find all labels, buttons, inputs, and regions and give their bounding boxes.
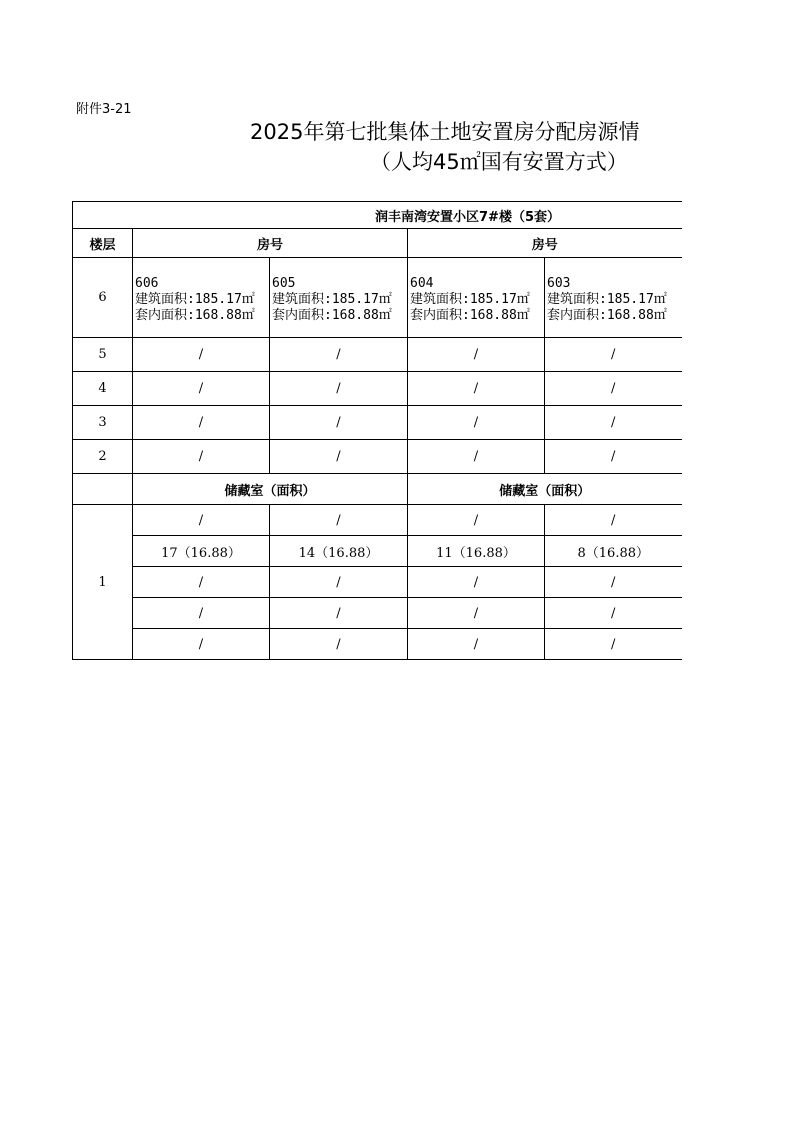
empty-cell: /	[270, 567, 408, 598]
col-header-room: 房号	[133, 229, 408, 258]
unit-build-area: 建筑面积:185.17㎡	[272, 292, 392, 307]
storage-header: 储藏室（面积）	[133, 474, 408, 505]
empty-cell: /	[408, 338, 545, 372]
empty-cell: /	[270, 406, 408, 440]
unit-cell	[270, 258, 408, 338]
empty-cell: /	[545, 598, 682, 629]
floor-label: 2	[73, 440, 133, 474]
table-row	[73, 406, 682, 440]
empty-cell: /	[270, 372, 408, 406]
col-header-floor: 楼层	[73, 229, 133, 258]
unit-build-area: 建筑面积:185.17㎡	[135, 292, 255, 307]
empty-cell: /	[545, 372, 682, 406]
storage-cell: 8（16.88）	[545, 536, 682, 567]
unit-cell	[133, 258, 270, 338]
empty-cell: /	[545, 629, 682, 660]
empty-cell: /	[408, 629, 545, 660]
table-row	[73, 598, 682, 629]
unit-inner-area: 套内面积:168.88㎡	[135, 308, 255, 323]
empty-cell: /	[133, 338, 270, 372]
empty-cell: /	[270, 629, 408, 660]
empty-cell: /	[133, 567, 270, 598]
table-row	[73, 372, 682, 406]
page-subtitle: （人均45㎡国有安置方式）	[370, 150, 628, 174]
table-row	[73, 258, 682, 338]
table-row	[73, 567, 682, 598]
unit-inner-area: 套内面积:168.88㎡	[547, 308, 667, 323]
empty-cell: /	[545, 440, 682, 474]
floor-label: 3	[73, 406, 133, 440]
floor-label: 6	[73, 258, 133, 338]
unit-cell	[545, 258, 682, 338]
unit-inner-area: 套内面积:168.88㎡	[410, 308, 530, 323]
empty-cell: /	[270, 598, 408, 629]
attachment-label: 附件3-21	[76, 102, 132, 117]
empty-cell: /	[133, 629, 270, 660]
blank-cell	[73, 474, 133, 505]
empty-cell: /	[408, 372, 545, 406]
building-name: 润丰南湾安置小区7#楼（5套）	[73, 202, 682, 229]
empty-cell: /	[545, 505, 682, 536]
table-row	[73, 338, 682, 372]
storage-cell: 11（16.88）	[408, 536, 545, 567]
storage-cell: 17（16.88）	[133, 536, 270, 567]
empty-cell: /	[545, 338, 682, 372]
empty-cell: /	[133, 598, 270, 629]
unit-number: 604	[410, 276, 434, 291]
empty-cell: /	[270, 338, 408, 372]
unit-inner-area: 套内面积:168.88㎡	[272, 308, 392, 323]
empty-cell: /	[408, 440, 545, 474]
empty-cell: /	[133, 372, 270, 406]
unit-number: 605	[272, 276, 296, 291]
unit-number: 603	[547, 276, 571, 291]
floor-label: 4	[73, 372, 133, 406]
empty-cell: /	[270, 505, 408, 536]
empty-cell: /	[408, 505, 545, 536]
unit-build-area: 建筑面积:185.17㎡	[410, 292, 530, 307]
unit-build-area: 建筑面积:185.17㎡	[547, 292, 667, 307]
empty-cell: /	[133, 440, 270, 474]
empty-cell: /	[545, 567, 682, 598]
empty-cell: /	[270, 440, 408, 474]
table-row	[73, 536, 682, 567]
table-row	[73, 440, 682, 474]
empty-cell: /	[133, 505, 270, 536]
storage-cell: 14（16.88）	[270, 536, 408, 567]
empty-cell: /	[133, 406, 270, 440]
storage-header-row	[73, 474, 682, 505]
empty-cell: /	[545, 406, 682, 440]
empty-cell: /	[408, 406, 545, 440]
floor-label: 5	[73, 338, 133, 372]
page-title: 2025年第七批集体土地安置房分配房源情	[250, 120, 640, 144]
building-row	[73, 202, 682, 229]
housing-table	[72, 201, 682, 660]
unit-number: 606	[135, 276, 159, 291]
storage-header: 储藏室（面积）	[408, 474, 682, 505]
empty-cell: /	[408, 567, 545, 598]
table-row	[73, 629, 682, 660]
col-header-room: 房号	[408, 229, 682, 258]
unit-cell	[408, 258, 545, 338]
empty-cell: /	[408, 598, 545, 629]
floor-label: 1	[73, 505, 133, 660]
table-row	[73, 505, 682, 536]
header-row	[73, 229, 682, 258]
